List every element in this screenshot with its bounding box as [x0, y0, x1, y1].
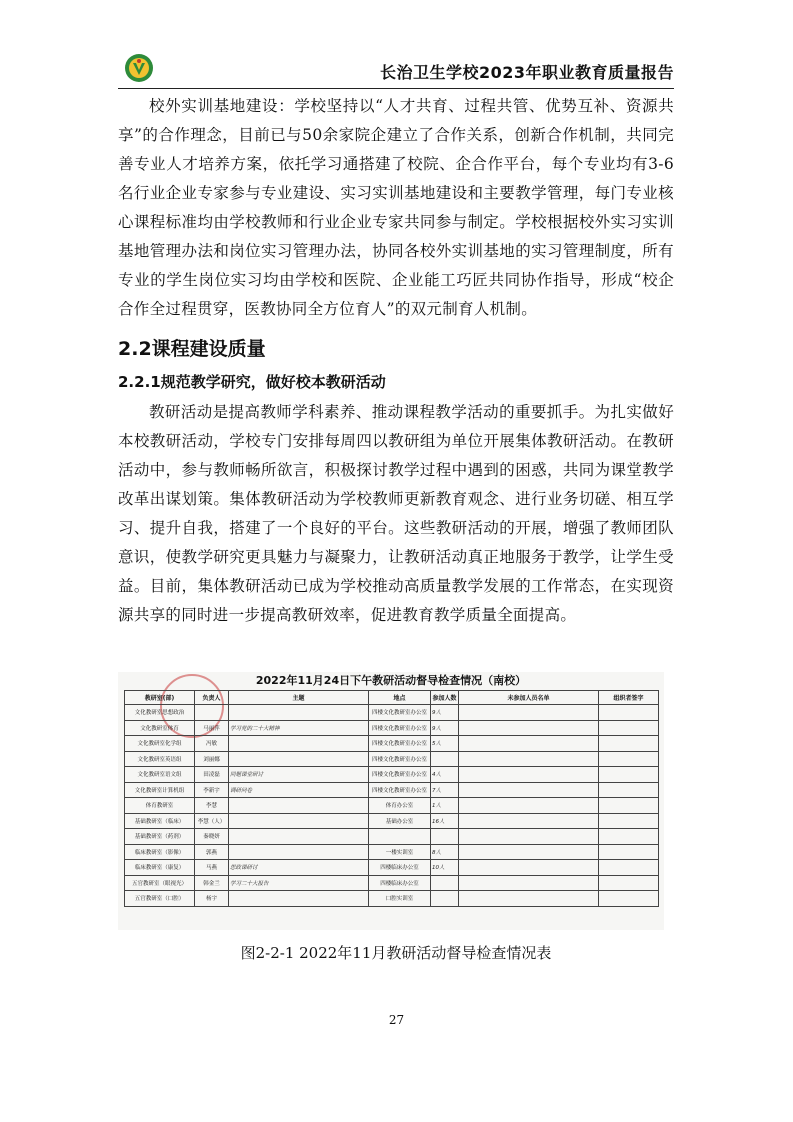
main-content: [118, 92, 674, 630]
school-logo-icon: [124, 53, 154, 83]
table-cell-place: 四楼文化教研室办公室: [369, 767, 431, 783]
table-row: [125, 844, 659, 860]
table-cell-dept: 基础教研室（药剂）: [125, 829, 195, 845]
table-body: [125, 705, 659, 907]
table-cell-lead: 冯敏: [195, 736, 229, 752]
table-cell-count: 9人: [431, 720, 459, 736]
table-row: [125, 782, 659, 798]
table-cell-dept: 体育教研室: [125, 798, 195, 814]
table-cell-absent: [459, 844, 599, 860]
table-cell-topic: [229, 844, 369, 860]
table-cell-dept: 文化教研室思想政治: [125, 705, 195, 721]
table-row: [125, 798, 659, 814]
table-cell-place: 四楼文化教研室办公室: [369, 782, 431, 798]
table-cell-count: 7人: [431, 782, 459, 798]
table-cell-lead: 田凌磊: [195, 767, 229, 783]
table-cell-dept: 文化教研室英语组: [125, 751, 195, 767]
table-cell-count: 1人: [431, 798, 459, 814]
table-row: [125, 829, 659, 845]
table-cell-lead: 秦晓妍: [195, 829, 229, 845]
table-row: [125, 875, 659, 891]
table-cell-count: 4人: [431, 767, 459, 783]
table-title: 2022年11月24日下午教研活动督导检查情况（南校）: [255, 674, 527, 687]
table-cell-lead: 杨宇: [195, 891, 229, 907]
table-cell-count: [431, 875, 459, 891]
table-cell-topic: [229, 829, 369, 845]
table-cell-place: 四楼文化教研室办公室: [369, 705, 431, 721]
table-row: [125, 860, 659, 876]
page-header: [118, 50, 674, 89]
table-cell-dept: 临床教研室（影像）: [125, 844, 195, 860]
table-cell-count: 8人: [431, 844, 459, 860]
table-cell-count: 10人: [431, 860, 459, 876]
table-row: [125, 813, 659, 829]
table-cell-absent: [459, 813, 599, 829]
table-cell-sign: [599, 751, 659, 767]
table-cell-sign: [599, 875, 659, 891]
column-header: 未参加人员名单: [459, 691, 599, 705]
table-cell-topic: 调研问卷: [229, 782, 369, 798]
section-heading: 2.2课程建设质量: [118, 338, 266, 360]
table-cell-lead: 郭燕: [195, 844, 229, 860]
table-cell-absent: [459, 798, 599, 814]
table-cell-lead: 马燕: [195, 860, 229, 876]
table-cell-absent: [459, 767, 599, 783]
table-row: [125, 891, 659, 907]
table-cell-dept: 文化教研室计算机组: [125, 782, 195, 798]
table-cell-absent: [459, 829, 599, 845]
column-header: 组织者签字: [599, 691, 659, 705]
scanned-table-image: [118, 672, 664, 930]
table-cell-sign: [599, 782, 659, 798]
table-cell-lead: 李慧（人）: [195, 813, 229, 829]
table-cell-place: 体育办公室: [369, 798, 431, 814]
table-cell-topic: 学习二十大报告: [229, 875, 369, 891]
table-cell-dept: 五官教研室（眼视光）: [125, 875, 195, 891]
table-cell-dept: 五官教研室（口腔）: [125, 891, 195, 907]
header-title: 长治卫生学校2023年职业教育质量报告: [379, 63, 674, 82]
table-cell-dept: 临床教研室（康复）: [125, 860, 195, 876]
table-cell-lead: 李新宇: [195, 782, 229, 798]
table-row: [125, 720, 659, 736]
page-number: 27: [388, 1013, 405, 1027]
table-cell-count: 9人: [431, 705, 459, 721]
column-header: 教研室(部): [125, 691, 195, 705]
table-cell-topic: 学习党的二十大精神: [229, 720, 369, 736]
table-cell-absent: [459, 751, 599, 767]
table-row: [125, 751, 659, 767]
table-cell-topic: [229, 891, 369, 907]
table-cell-lead: 李慧: [195, 798, 229, 814]
table-cell-sign: [599, 891, 659, 907]
table-cell-place: 四楼文化教研室办公室: [369, 736, 431, 752]
table-cell-place: 一楼实训室: [369, 844, 431, 860]
table-row: [125, 767, 659, 783]
column-header: 地点: [369, 691, 431, 705]
table-cell-sign: [599, 844, 659, 860]
table-cell-place: 基础办公室: [369, 813, 431, 829]
table-cell-count: 5人: [431, 736, 459, 752]
table-cell-dept: 文化教研室化学组: [125, 736, 195, 752]
table-cell-count: 16人: [431, 813, 459, 829]
table-cell-place: 四楼临床办公室: [369, 860, 431, 876]
table-cell-absent: [459, 720, 599, 736]
subsection-heading: 2.2.1规范教学研究，做好校本教研活动: [118, 373, 386, 391]
table-cell-sign: [599, 705, 659, 721]
table-cell-absent: [459, 782, 599, 798]
table-cell-absent: [459, 705, 599, 721]
column-header: 参加人数: [431, 691, 459, 705]
table-cell-lead: [195, 705, 229, 721]
table-cell-topic: [229, 751, 369, 767]
column-header: 主题: [229, 691, 369, 705]
table-row: [125, 736, 659, 752]
table-cell-absent: [459, 891, 599, 907]
table-cell-count: [431, 829, 459, 845]
table-cell-place: [369, 829, 431, 845]
table-cell-dept: 基础教研室（临床）: [125, 813, 195, 829]
table-cell-place: 四楼临床办公室: [369, 875, 431, 891]
table-cell-dept: 文化教研室语文组: [125, 767, 195, 783]
table-cell-lead: 韩金兰: [195, 875, 229, 891]
table-cell-topic: 同题课堂研讨: [229, 767, 369, 783]
table-cell-count: [431, 891, 459, 907]
table-cell-sign: [599, 813, 659, 829]
table-cell-lead: 刘丽娜: [195, 751, 229, 767]
table-cell-topic: [229, 798, 369, 814]
paragraph-teaching-research: 教研活动是提高教师学科素养、推动课程教学活动的重要抓手。为扎实做好本校教研活动，学校专门安排每周四以教研组为单位开展集体教研活动。在教研活动中，参与教师畅所欲言，积极探讨教学过程中遇到的困惑，共同为课堂教学改革出谋划策。集体教研活动为学校教师更新教育观念、进行业务切磋、相互学习、提升自我，搭建了一个良好的平台。这些教研活动的开展，增强了教师团队意识，使教学研究更具魅力与凝聚力，让教研活动真正地服务于教学，让学生受益。目前，集体教研活动已成为学校推动高质量教学发展的工作常态，在实现资源共享的同时进一步提高教研效率，促进教育教学质量全面提高。: [118, 403, 674, 624]
table-cell-absent: [459, 860, 599, 876]
table-cell-place: 四楼文化教研室办公室: [369, 720, 431, 736]
table-cell-sign: [599, 829, 659, 845]
table-cell-dept: 文化教研室体育: [125, 720, 195, 736]
table-row: [125, 705, 659, 721]
table-cell-topic: [229, 705, 369, 721]
table-cell-count: [431, 751, 459, 767]
table-header-row: [125, 691, 659, 705]
figure-caption: 图2-2-1 2022年11月教研活动督导检查情况表: [240, 944, 552, 962]
figure-scanned-table: [118, 672, 674, 932]
table-cell-topic: [229, 813, 369, 829]
table-cell-place: 四楼文化教研室办公室: [369, 751, 431, 767]
table-cell-lead: 马丽萍: [195, 720, 229, 736]
table-cell-sign: [599, 798, 659, 814]
table-cell-place: 口腔实训室: [369, 891, 431, 907]
inspection-table: [124, 690, 659, 907]
column-header: 负责人: [195, 691, 229, 705]
paragraph-practice-base: 校外实训基地建设：学校坚持以“人才共育、过程共管、优势互补、资源共享”的合作理念，目前已与50余家院企建立了合作关系，创新合作机制，共同完善专业人才培养方案，依托学习通搭建了校院、企合作平台，每个专业均有3-6名行业企业专家参与专业建设、实习实训基地建设和主要教学管理，每门专业核心课程标准均由学校教师和行业企业专家共同参与制定。学校根据校外实习实训基地管理办法和岗位实习管理办法，协同各校外实训基地的实习管理制度，所有专业的学生岗位实习均由学校和医院、企业能工巧匠共同协作指导，形成“校企合作全过程贯穿，医教协同全方位育人”的双元制育人机制。: [118, 97, 674, 318]
table-cell-sign: [599, 736, 659, 752]
table-cell-topic: [229, 736, 369, 752]
table-cell-absent: [459, 875, 599, 891]
table-cell-absent: [459, 736, 599, 752]
table-cell-sign: [599, 720, 659, 736]
table-cell-topic: 思政课研讨: [229, 860, 369, 876]
table-cell-sign: [599, 860, 659, 876]
table-cell-sign: [599, 767, 659, 783]
